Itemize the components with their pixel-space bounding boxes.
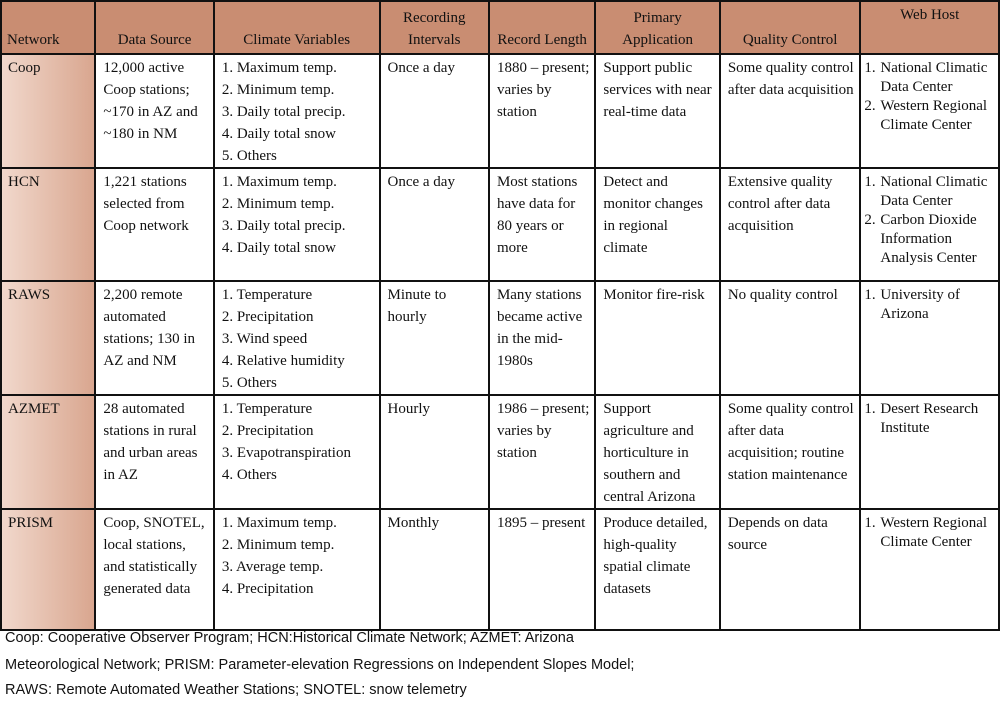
variable-item: 2. Precipitation	[221, 309, 314, 325]
variable-item: 2. Minimum temp.	[221, 82, 335, 98]
record-length-cell: Many stations became active in the mid-1980s	[489, 281, 595, 395]
quality-control-cell: Depends on data source	[720, 509, 861, 630]
table-row	[1, 168, 999, 281]
web-host-name: Western Regional Climate Center	[880, 515, 988, 550]
variable-item: 3. Daily total precip.	[221, 104, 346, 120]
variables-list	[222, 57, 375, 167]
web-host-list	[864, 514, 994, 552]
recording-interval-cell: Monthly	[380, 509, 489, 630]
web-host-number: 1.	[864, 287, 876, 303]
variable-item: 1. Temperature	[221, 287, 313, 303]
variable-item: 1. Maximum temp.	[221, 515, 337, 531]
network-name-cell: AZMET	[1, 395, 95, 509]
variable-item: 4. Precipitation	[221, 581, 314, 597]
variable-item: 4. Relative humidity	[221, 353, 345, 369]
web-host-item	[864, 400, 994, 438]
primary-application-cell: Monitor fire-risk	[595, 281, 719, 395]
web-host-item	[864, 59, 994, 97]
primary-application-cell: Detect and monitor changes in regional climate	[595, 168, 719, 281]
variable-item: 3. Wind speed	[221, 331, 308, 347]
quality-control-cell: Extensive quality control after data acquisition	[720, 168, 861, 281]
variable-item: 2. Precipitation	[221, 423, 314, 439]
web-host-number: 1.	[864, 60, 876, 76]
header-recording-intervals: Recording Intervals	[380, 1, 489, 54]
web-host-name: Carbon Dioxide Information Analysis Center	[880, 212, 977, 266]
climate-variables-cell	[214, 395, 380, 509]
web-host-list	[864, 173, 994, 268]
variables-list	[222, 284, 375, 394]
footnote-line: Coop: Cooperative Observer Program; HCN:Historical Climate Network; AZMET: Arizona	[5, 630, 574, 646]
primary-application-cell: Support public services with near real-time data	[595, 54, 719, 168]
web-host-name: Desert Research Institute	[880, 401, 979, 436]
data-source-cell: 1,221 stations selected from Coop network	[95, 168, 213, 281]
recording-interval-cell: Minute to hourly	[380, 281, 489, 395]
variable-item: 3. Average temp.	[221, 559, 324, 575]
recording-interval-cell: Once a day	[380, 168, 489, 281]
variable-item: 3. Evapotranspiration	[221, 445, 351, 461]
data-source-cell: Coop, SNOTEL, local stations, and statistically generated data	[95, 509, 213, 630]
network-name-cell: RAWS	[1, 281, 95, 395]
web-host-item	[864, 286, 994, 324]
variable-item: 2. Minimum temp.	[221, 196, 335, 212]
variable-item: 5. Others	[221, 375, 277, 391]
web-host-name: Western Regional Climate Center	[880, 98, 988, 133]
record-length-cell: Most stations have data for 80 years or more	[489, 168, 595, 281]
quality-control-cell: Some quality control after data acquisition; routine station maintenance	[720, 395, 861, 509]
climate-variables-cell	[214, 168, 380, 281]
header-quality-control: Quality Control	[720, 1, 861, 54]
variable-item: 5. Others	[221, 148, 277, 164]
climate-variables-cell	[214, 54, 380, 168]
primary-application-cell: Produce detailed, high-quality spatial climate datasets	[595, 509, 719, 630]
climate-variables-cell	[214, 509, 380, 630]
network-name-cell: HCN	[1, 168, 95, 281]
variable-item: 1. Maximum temp.	[221, 174, 337, 190]
web-host-list	[864, 400, 994, 438]
footnote-line: Meteorological Network; PRISM: Parameter-elevation Regressions on Independent Slopes Model;	[5, 657, 635, 673]
web-host-item	[864, 211, 994, 268]
variable-item: 4. Daily total snow	[221, 126, 336, 142]
variables-list	[222, 398, 375, 486]
web-host-number: 2.	[864, 212, 876, 228]
variable-item: 4. Others	[221, 467, 277, 483]
table-row	[1, 54, 999, 168]
record-length-cell: 1986 – present; varies by station	[489, 395, 595, 509]
variable-item: 1. Maximum temp.	[221, 60, 337, 76]
header-row	[1, 1, 999, 54]
web-host-name: National Climatic Data Center	[880, 60, 988, 95]
variables-list	[222, 512, 375, 600]
table-body	[1, 54, 999, 630]
table-row	[1, 395, 999, 509]
recording-interval-cell: Once a day	[380, 54, 489, 168]
web-host-cell	[860, 168, 999, 281]
variable-item: 3. Daily total precip.	[221, 218, 346, 234]
primary-application-cell: Support agriculture and horticulture in southern and central Arizona	[595, 395, 719, 509]
record-length-cell: 1880 – present; varies by station	[489, 54, 595, 168]
climate-variables-cell	[214, 281, 380, 395]
table-row	[1, 281, 999, 395]
header-primary-application: Primary Application	[595, 1, 719, 54]
web-host-item	[864, 173, 994, 211]
header-data-source: Data Source	[95, 1, 213, 54]
data-source-cell: 28 automated stations in rural and urban areas in AZ	[95, 395, 213, 509]
variable-item: 1. Temperature	[221, 401, 313, 417]
web-host-item	[864, 97, 994, 135]
web-host-number: 2.	[864, 98, 876, 114]
web-host-name: National Climatic Data Center	[880, 174, 988, 209]
web-host-list	[864, 286, 994, 324]
variable-item: 4. Daily total snow	[221, 240, 336, 256]
quality-control-cell: No quality control	[720, 281, 861, 395]
network-name-cell: PRISM	[1, 509, 95, 630]
record-length-cell: 1895 – present	[489, 509, 595, 630]
quality-control-cell: Some quality control after data acquisition	[720, 54, 861, 168]
web-host-number: 1.	[864, 174, 876, 190]
variables-list	[222, 171, 375, 259]
footnote-line: RAWS: Remote Automated Weather Stations; SNOTEL: snow telemetry	[5, 682, 467, 698]
web-host-list	[864, 59, 994, 135]
header-web-host: Web Host	[860, 1, 999, 54]
network-name-cell: Coop	[1, 54, 95, 168]
web-host-cell	[860, 509, 999, 630]
header-climate-variables: Climate Variables	[214, 1, 380, 54]
web-host-cell	[860, 281, 999, 395]
data-source-cell: 12,000 active Coop stations; ~170 in AZ and ~180 in NM	[95, 54, 213, 168]
table-row	[1, 509, 999, 630]
web-host-cell	[860, 54, 999, 168]
web-host-number: 1.	[864, 515, 876, 531]
data-source-cell: 2,200 remote automated stations; 130 in AZ and NM	[95, 281, 213, 395]
web-host-name: University of Arizona	[880, 287, 960, 322]
web-host-number: 1.	[864, 401, 876, 417]
web-host-cell	[860, 395, 999, 509]
variable-item: 2. Minimum temp.	[221, 537, 335, 553]
header-record-length: Record Length	[489, 1, 595, 54]
recording-interval-cell: Hourly	[380, 395, 489, 509]
header-network: Network	[1, 1, 95, 54]
web-host-item	[864, 514, 994, 552]
